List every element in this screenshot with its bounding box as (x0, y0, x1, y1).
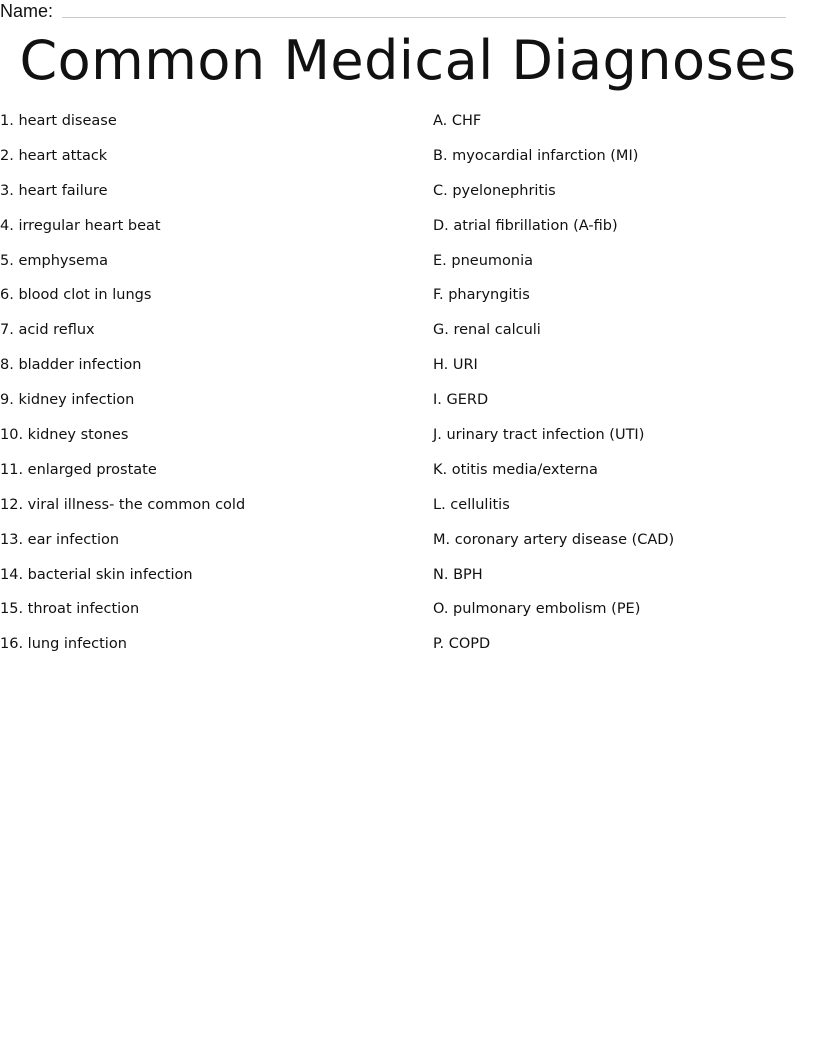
answer-item: N. BPH (433, 566, 483, 583)
term-item: 15. throat infection (0, 601, 140, 618)
term-item: 6. blood clot in lungs (0, 287, 152, 304)
name-label: Name: (0, 1, 54, 21)
answer-item: C. pyelonephritis (433, 182, 556, 199)
answer-item: A. CHF (433, 113, 482, 129)
answer-item: L. cellulitis (433, 496, 510, 513)
page-title: Common Medical Diagnoses (19, 29, 797, 92)
answer-item: D. atrial fibrillation (A-fib) (433, 217, 618, 234)
term-item: 12. viral illness- the common cold (0, 496, 246, 513)
term-item: 9. kidney infection (0, 392, 135, 409)
answer-item: P. COPD (433, 636, 491, 653)
term-item: 16. lung infection (0, 636, 127, 653)
term-item: 5. emphysema (0, 252, 108, 269)
term-item: 11. enlarged prostate (0, 461, 157, 478)
term-item: 1. heart disease (0, 113, 117, 129)
term-item: 4. irregular heart beat (0, 217, 161, 234)
term-item: 3. heart failure (0, 182, 108, 199)
answer-item: B. myocardial infarction (MI) (433, 147, 639, 164)
term-item: 2. heart attack (0, 147, 108, 164)
term-item: 14. bacterial skin infection (0, 566, 193, 583)
answer-item: G. renal calculi (433, 322, 541, 339)
answer-item: J. urinary tract infection (UTI) (433, 427, 645, 444)
term-item: 10. kidney stones (0, 427, 129, 444)
name-field-row (0, 0, 790, 22)
name-blank-line[interactable] (62, 17, 786, 18)
answer-item: I. GERD (433, 392, 489, 409)
answer-item: H. URI (433, 357, 478, 374)
answer-item: M. coronary artery disease (CAD) (433, 531, 675, 548)
term-item: 13. ear infection (0, 531, 120, 548)
answers-list (433, 110, 813, 668)
answer-item: K. otitis media/externa (433, 461, 598, 478)
answer-item: E. pneumonia (433, 252, 533, 269)
answer-item: O. pulmonary embolism (PE) (433, 601, 641, 618)
term-item: 8. bladder infection (0, 357, 142, 374)
answer-item: F. pharyngitis (433, 287, 530, 304)
terms-list (0, 110, 420, 668)
term-item: 7. acid reflux (0, 322, 95, 339)
